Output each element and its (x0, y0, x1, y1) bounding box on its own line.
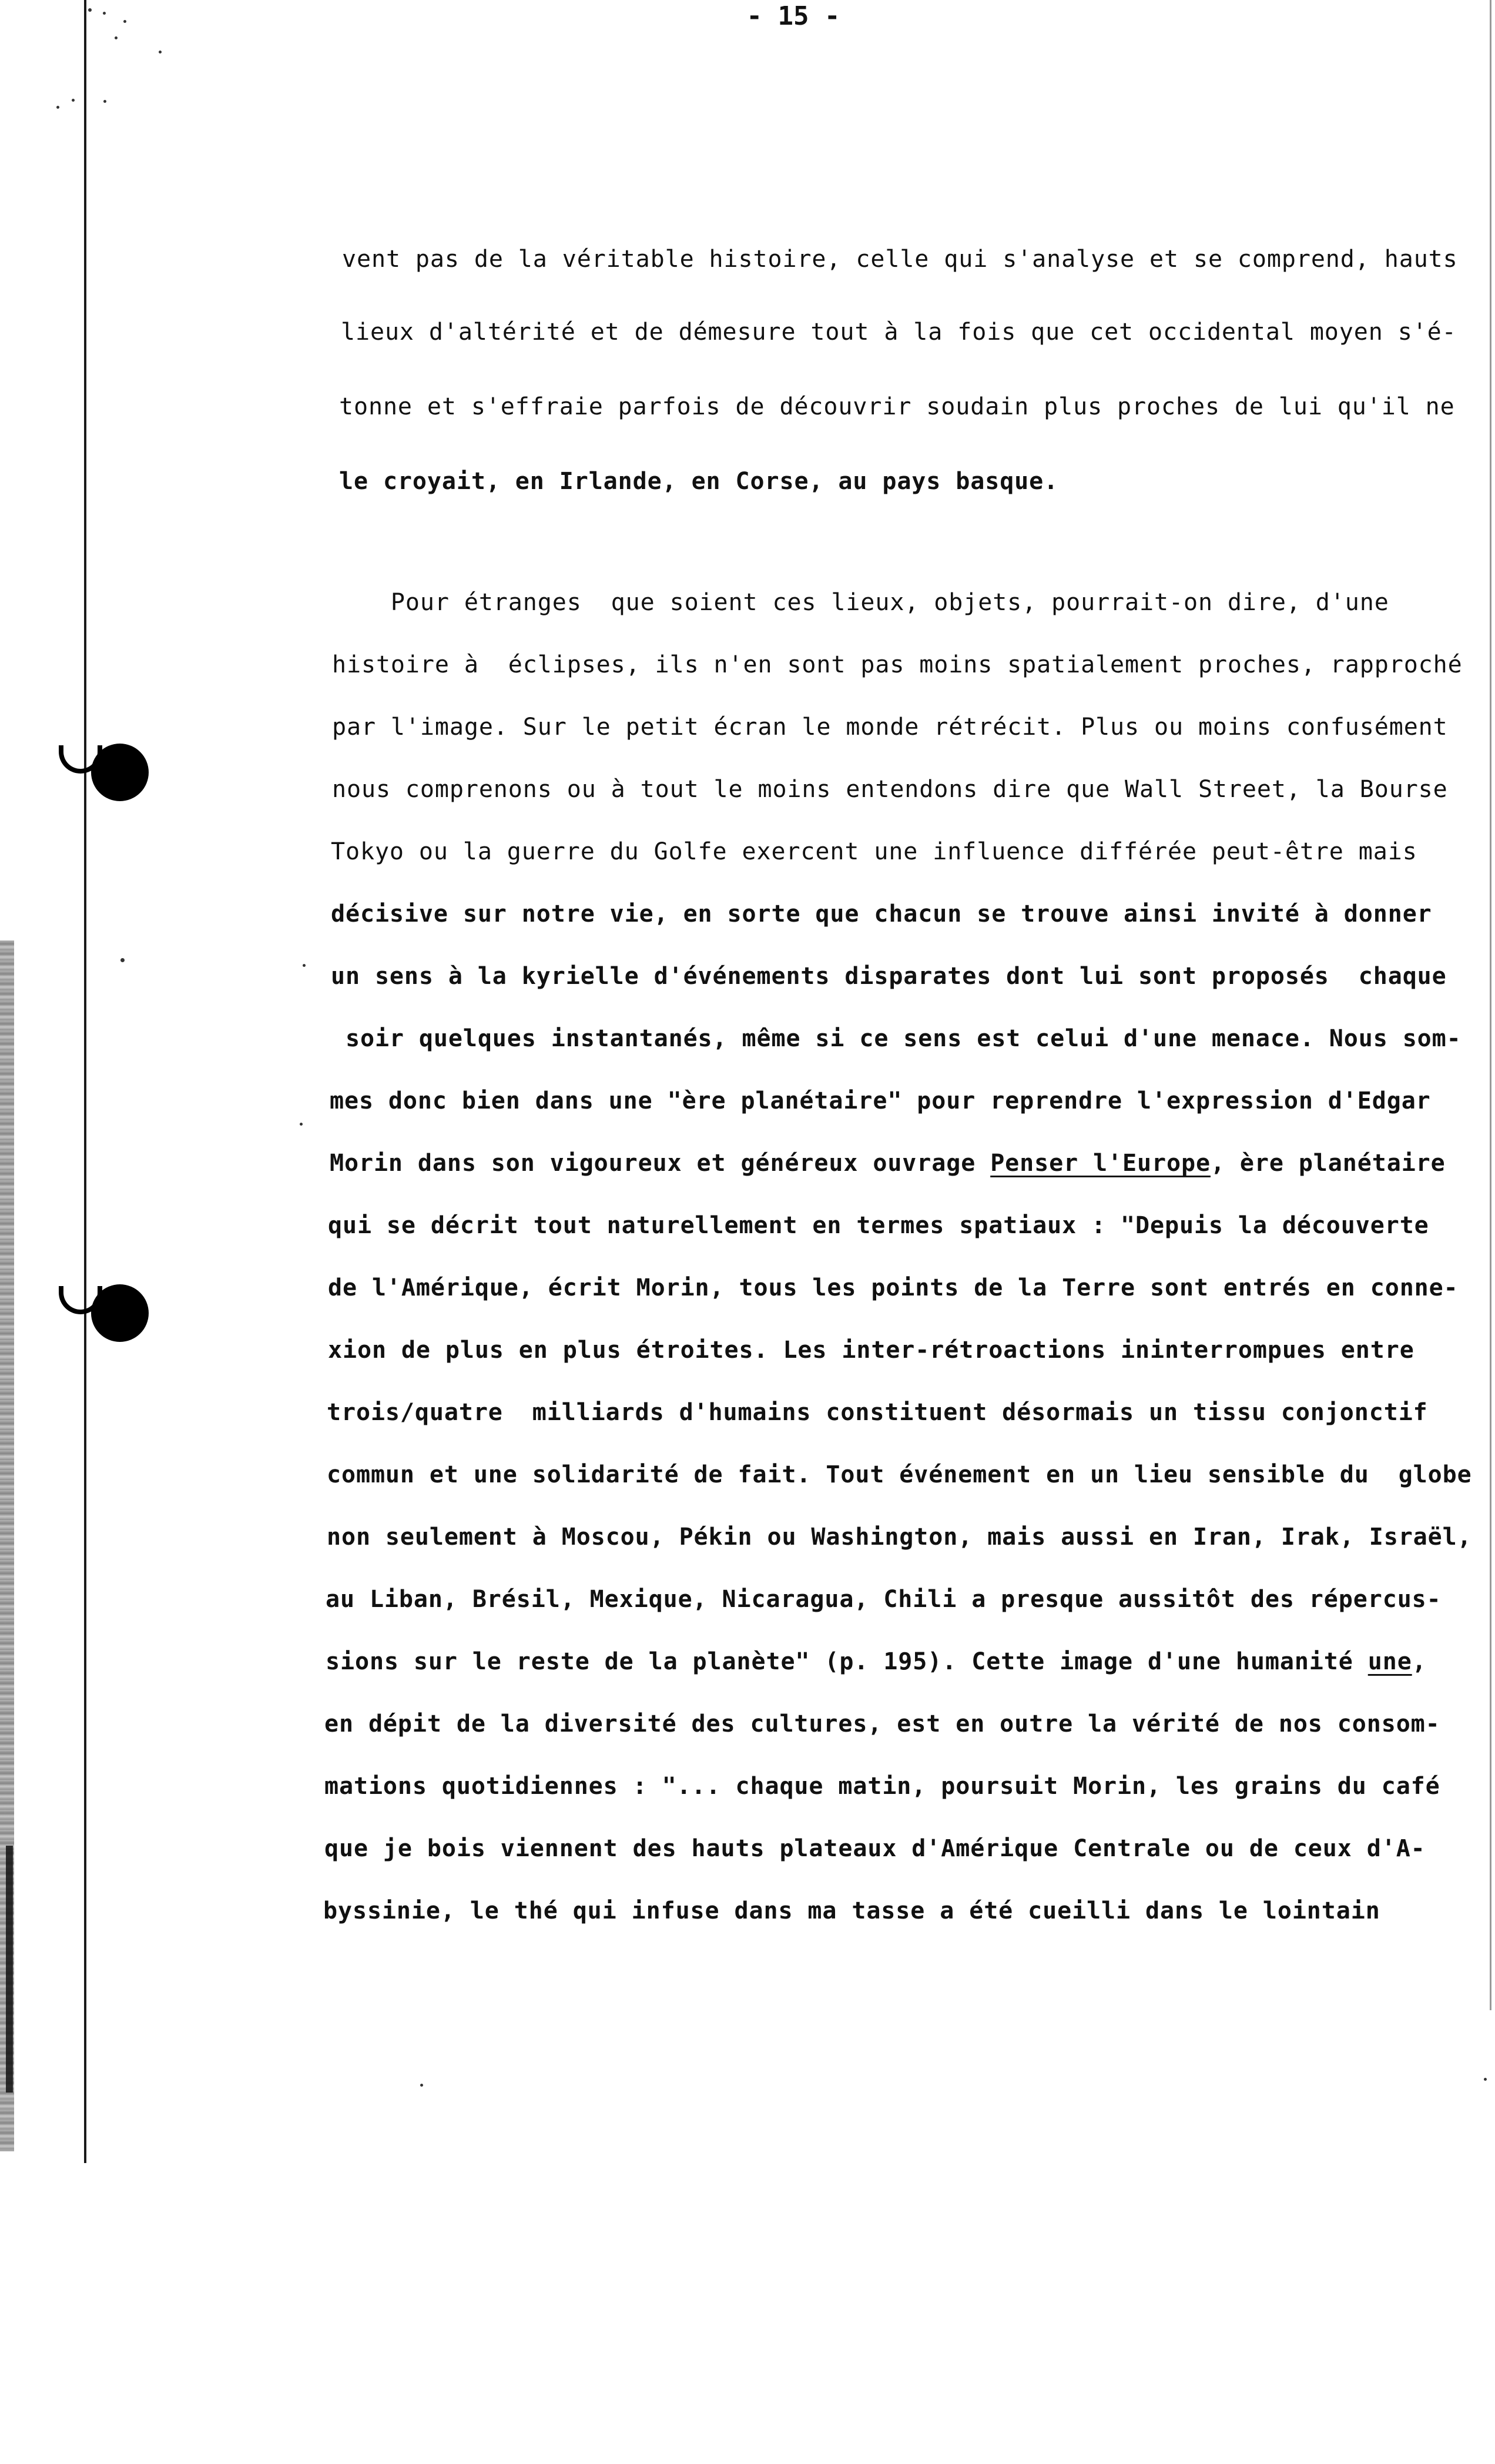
right-page-edge (1490, 0, 1491, 2010)
text-segment: Morin dans son vigoureux et généreux ouvrage (330, 1150, 991, 1177)
scan-speck (420, 2084, 423, 2087)
scan-speck (1484, 2078, 1487, 2081)
text-segment: , ère planétaire (1210, 1150, 1446, 1177)
scan-speck (56, 106, 59, 109)
text-line: décisive sur notre vie, en sorte que chacun se trouve ainsi invité à donner (331, 900, 1432, 928)
text-line: par l'image. Sur le petit écran le monde rétrécit. Plus ou moins confusément (332, 714, 1448, 741)
binder-hole (91, 744, 149, 801)
text-line: mes donc bien dans une "ère planétaire" pour reprendre l'expression d'Edgar (330, 1087, 1431, 1114)
text-line: mations quotidiennes : "... chaque matin, poursuit Morin, les grains du café (324, 1773, 1440, 1800)
emphasized-word: une (1367, 1648, 1412, 1675)
book-title: Penser l'Europe (990, 1150, 1211, 1177)
text-line: soir quelques instantanés, même si ce sens est celui d'une menace. Nous som- (331, 1025, 1462, 1052)
text-line: xion de plus en plus étroites. Les inter-rétroactions ininterrompues entre (328, 1337, 1414, 1364)
text-line: histoire à éclipses, ils n'en sont pas moins spatialement proches, rapproché (332, 651, 1463, 678)
scan-speck (303, 964, 306, 967)
scan-speck (103, 12, 106, 15)
text-line: Tokyo ou la guerre du Golfe exercent une influence différée peut-être mais (331, 838, 1417, 865)
binding-margin-rule (84, 0, 86, 2163)
text-line: nous comprenons ou à tout le moins entendons dire que Wall Street, la Bourse (332, 776, 1448, 803)
scan-speck (159, 51, 162, 53)
text-line: qui se décrit tout naturellement en termes spatiaux : "Depuis la découverte (328, 1212, 1429, 1239)
scan-speck (72, 99, 75, 102)
text-segment: sions sur le reste de la planète" (p. 195). Cette image d'une humanité (326, 1648, 1368, 1675)
text-line: Pour étranges que soient ces lieux, objets, pourrait-on dire, d'une (332, 589, 1389, 616)
scan-speck (103, 100, 106, 103)
scan-speck (300, 1123, 303, 1126)
text-line: non seulement à Moscou, Pékin ou Washington, mais aussi en Iran, Irak, Israël, (327, 1524, 1472, 1551)
page-number: - 15 - (746, 1, 840, 31)
text-line (330, 1149, 1446, 1178)
text-line: trois/quatre milliards d'humains constituent désormais un tissu conjonctif (327, 1399, 1428, 1426)
binder-hole (91, 1284, 149, 1342)
binding-edge-dark-band (6, 1846, 13, 2093)
text-segment: , (1412, 1648, 1427, 1675)
scan-speck (120, 958, 125, 962)
text-line: en dépit de la diversité des cultures, est en outre la vérité de nos consom- (324, 1710, 1440, 1737)
text-line: de l'Amérique, écrit Morin, tous les points de la Terre sont entrés en conne- (328, 1274, 1459, 1301)
scan-speck (88, 8, 92, 12)
scan-speck (123, 20, 126, 23)
text-line: commun et une solidarité de fait. Tout événement en un lieu sensible du globe (327, 1461, 1472, 1488)
text-line: le croyait, en Irlande, en Corse, au pays basque. (339, 468, 1059, 495)
text-line: au Liban, Brésil, Mexique, Nicaragua, Chili a presque aussitôt des répercus- (326, 1586, 1442, 1613)
text-line: lieux d'altérité et de démesure tout à la fois que cet occidental moyen s'é- (341, 319, 1457, 346)
text-line: un sens à la kyrielle d'événements disparates dont lui sont proposés chaque (331, 963, 1447, 990)
text-line: byssinie, le thé qui infuse dans ma tasse a été cueilli dans le lointain (323, 1897, 1380, 1924)
text-line: vent pas de la véritable histoire, celle qui s'analyse et se comprend, hauts (342, 246, 1458, 273)
text-line: tonne et s'effraie parfois de découvrir soudain plus proches de lui qu'il ne (339, 393, 1455, 420)
scan-speck (115, 36, 118, 39)
text-line (326, 1647, 1427, 1676)
text-line: que je bois viennent des hauts plateaux d'Amérique Centrale ou de ceux d'A- (324, 1835, 1426, 1862)
